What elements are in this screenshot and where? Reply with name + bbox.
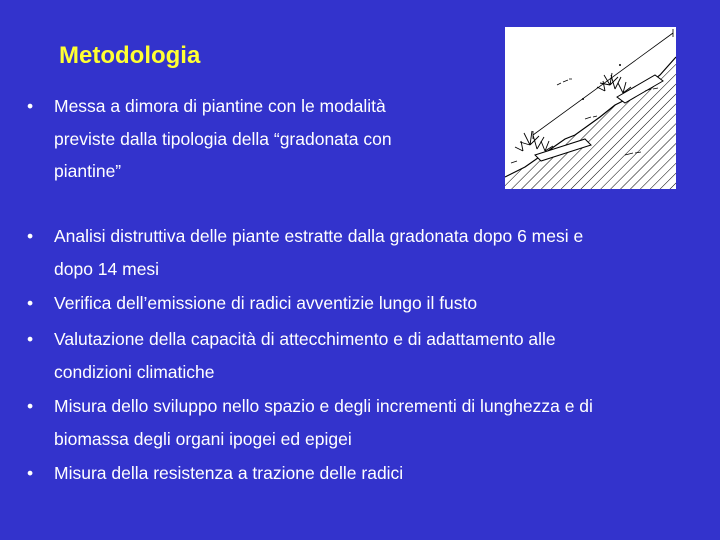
slide-title: Metodologia [59, 42, 201, 69]
bullet-line: Misura dello sviluppo nello spazio e degli incrementi di lunghezza e di [54, 396, 593, 416]
bullet-dot: • [27, 396, 34, 416]
bullet-line: dopo 14 mesi [54, 258, 160, 279]
bullet-line: Messa a dimora di piantine con le modalità [54, 96, 386, 116]
bullet-text [54, 390, 593, 455]
bullet-dot: • [27, 226, 34, 246]
bullet-dot: • [27, 463, 34, 483]
bullet-dot: • [27, 96, 34, 116]
bullet-line: previste dalla tipologia della “gradonata con [54, 128, 392, 149]
bullet-text [54, 457, 403, 490]
bullet-line: piantine” [54, 161, 122, 181]
bullet-line: Analisi distruttiva delle piante estratte dalla gradonata dopo 6 mesi e [54, 226, 584, 246]
bullet-line: Valutazione della capacità di attecchimento e di adattamento alle [54, 329, 556, 349]
bullet-line: condizioni climatiche [54, 361, 215, 382]
bullet-line: biomassa degli organi ipogei ed epigei [54, 428, 352, 449]
bullet-line: Verifica dell’emissione di radici avventizie lungo il fusto [54, 293, 478, 313]
slope-terrace-sketch-icon [505, 27, 676, 189]
bullet-text [54, 90, 392, 188]
bullet-text [54, 220, 583, 285]
bullet-dot: • [27, 329, 34, 349]
bullet-text [54, 287, 477, 320]
bullet-dot: • [27, 293, 34, 313]
bullet-line: Misura della resistenza a trazione delle radici [54, 463, 404, 483]
bullet-text [54, 323, 556, 388]
